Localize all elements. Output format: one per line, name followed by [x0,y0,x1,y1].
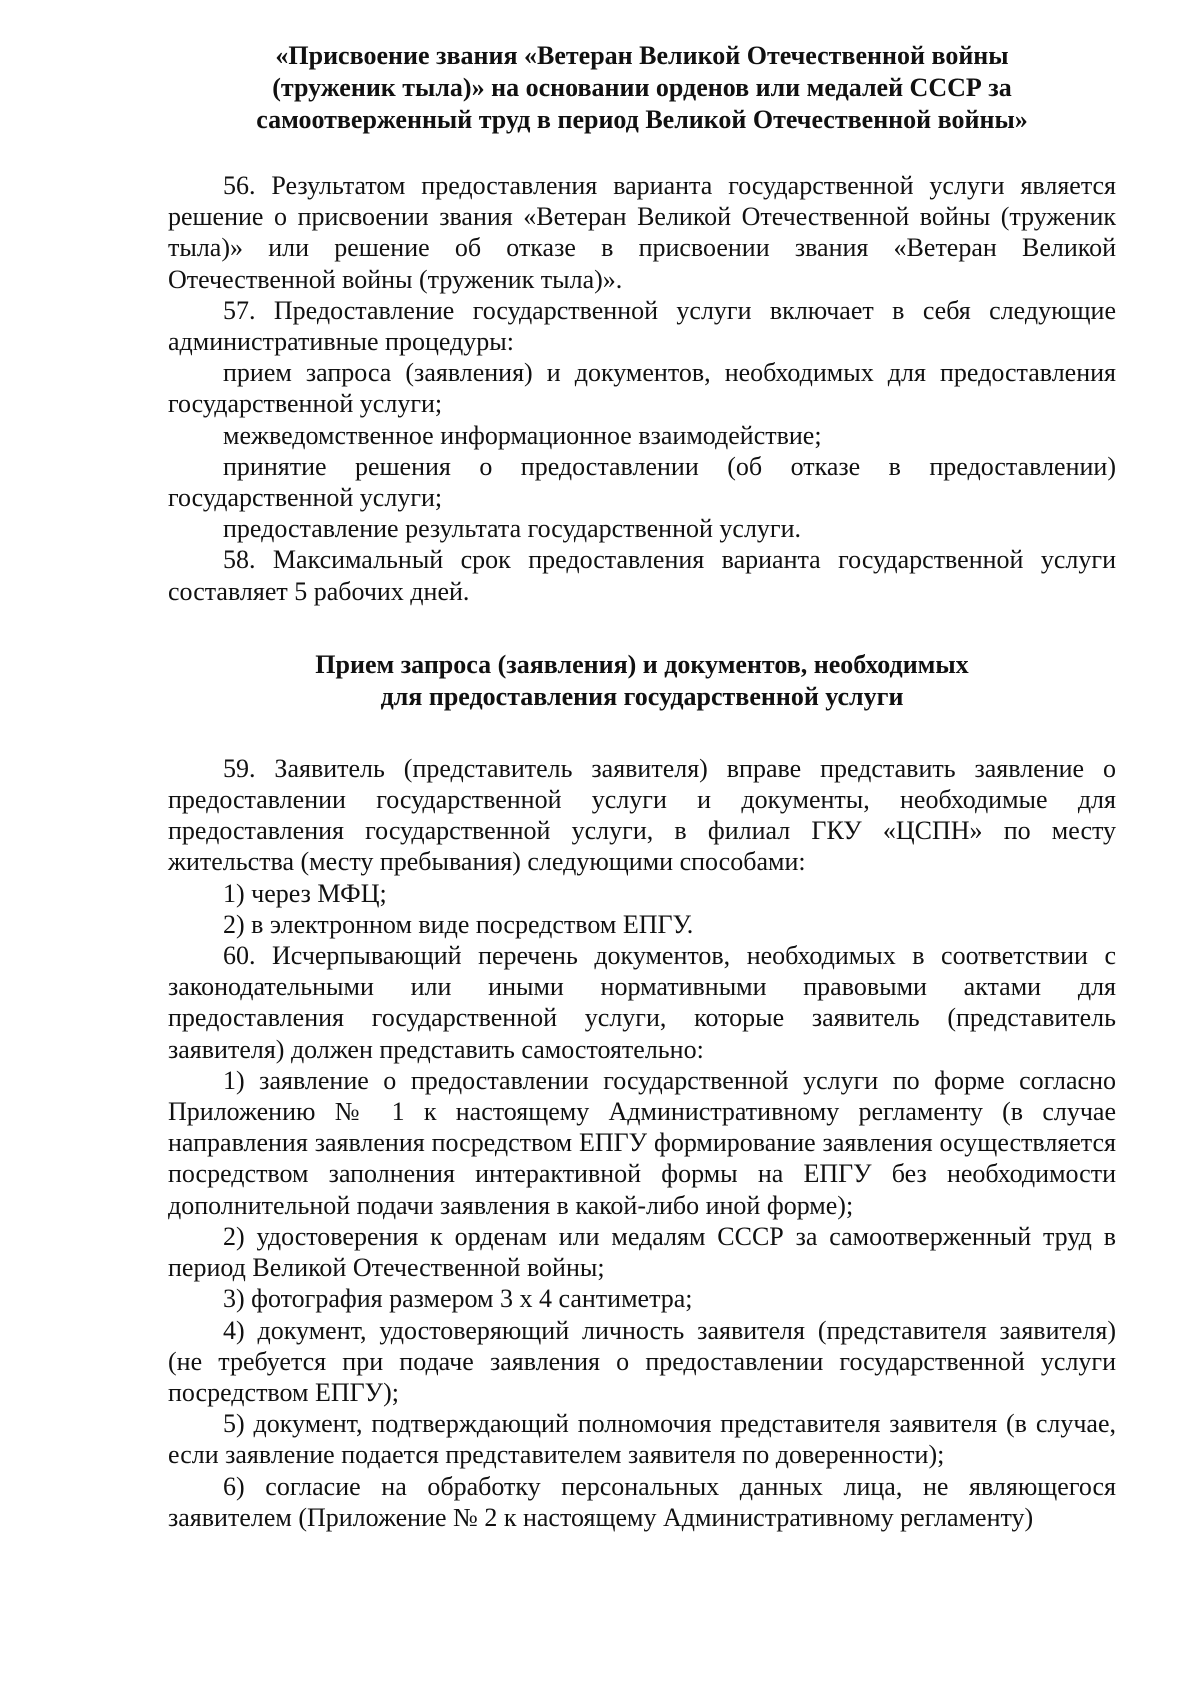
method-item: 2) в электронном виде посредством ЕПГУ. [223,909,694,939]
document-list-item: 5) документ, подтверждающий полномочия представителя заявителя (в случае, если заявление подается представителем заявителя по доверенности); [168,1409,1116,1470]
procedure-item: прием запроса (заявления) и документов, необходимых для предоставления государственной услуги; [168,358,1116,419]
document-page [168,40,1116,1533]
document-list-item: 4) документ, удостоверяющий личность заявителя (представителя заявителя) (не требуется при подаче заявления о предоставлении государственной услуги посредством ЕПГУ); [168,1315,1116,1407]
section-heading-line: Прием запроса (заявления) и документов, необходимых [315,649,969,679]
procedure-item: принятие решения о предоставлении (об отказе в предоставлении) государственной услуги; [168,451,1116,513]
paragraph-60: 60. Исчерпывающий перечень документов, необходимых в соответствии с законодательными или иными нормативными правовыми актами для предоставления государственной услуги, которые заявитель (представитель заявителя) должен представить самостоятельно: [168,941,1116,1064]
document-list-item: 1) заявление о предоставлении государственной услуги по форме согласно Приложению № 1 к настоящему Административному регламенту (в случае направления заявления посредством ЕПГУ формирование заявления осуществляется посредством заполнения интерактивной формы на ЕПГУ без необходимости дополнительной подачи заявления в какой-либо иной форме); [168,1065,1116,1220]
section-heading [168,649,1116,713]
section-request-intake [168,753,1116,1533]
title-line: «Присвоение звания «Ветеран Великой Отечественной войны [275,41,1009,70]
section-procedures [168,170,1116,607]
paragraph-56: 56. Результатом предоставления варианта государственной услуги является решение о присвоении звания «Ветеран Великой Отечественной войны (труженик тыла)» или решение об отказе в присвоении звания «Ветеран Великой Отечественной войны (труженик тыла)». [168,171,1116,294]
procedure-item: межведомственное информационное взаимодействие; [223,420,822,450]
document-list-item: 2) удостоверения к орденам или медалям СССР за самоотверженный труд в период Великой Отечественной войны; [168,1221,1116,1283]
paragraph-58: 58. Максимальный срок предоставления варианта государственной услуги составляет 5 рабочих дней. [168,545,1116,606]
paragraph-59: 59. Заявитель (представитель заявителя) вправе представить заявление о предоставлении государственной услуги и документы, необходимые для предоставления государственной услуги, в филиал ГКУ «ЦСПН» по месту жительства (месту пребывания) следующими способами: [168,753,1116,877]
section-heading-line: для предоставления государственной услуги [380,681,904,711]
paragraph-57: 57. Предоставление государственной услуги включает в себя следующие административные процедуры: [168,295,1116,357]
document-list-item: 6) согласие на обработку персональных данных лица, не являющегося заявителем (Приложение № 2 к настоящему Административному регламенту) [168,1471,1116,1532]
document-title [168,40,1116,136]
document-list-item: 3) фотография размером 3 х 4 сантиметра; [223,1284,693,1314]
title-line: (труженик тыла)» на основании орденов или медалей СССР за [272,73,1012,102]
procedure-item: предоставление результата государственной услуги. [223,514,802,544]
title-line: самоотверженный труд в период Великой Отечественной войны» [256,105,1028,134]
method-item: 1) через МФЦ; [223,878,387,908]
